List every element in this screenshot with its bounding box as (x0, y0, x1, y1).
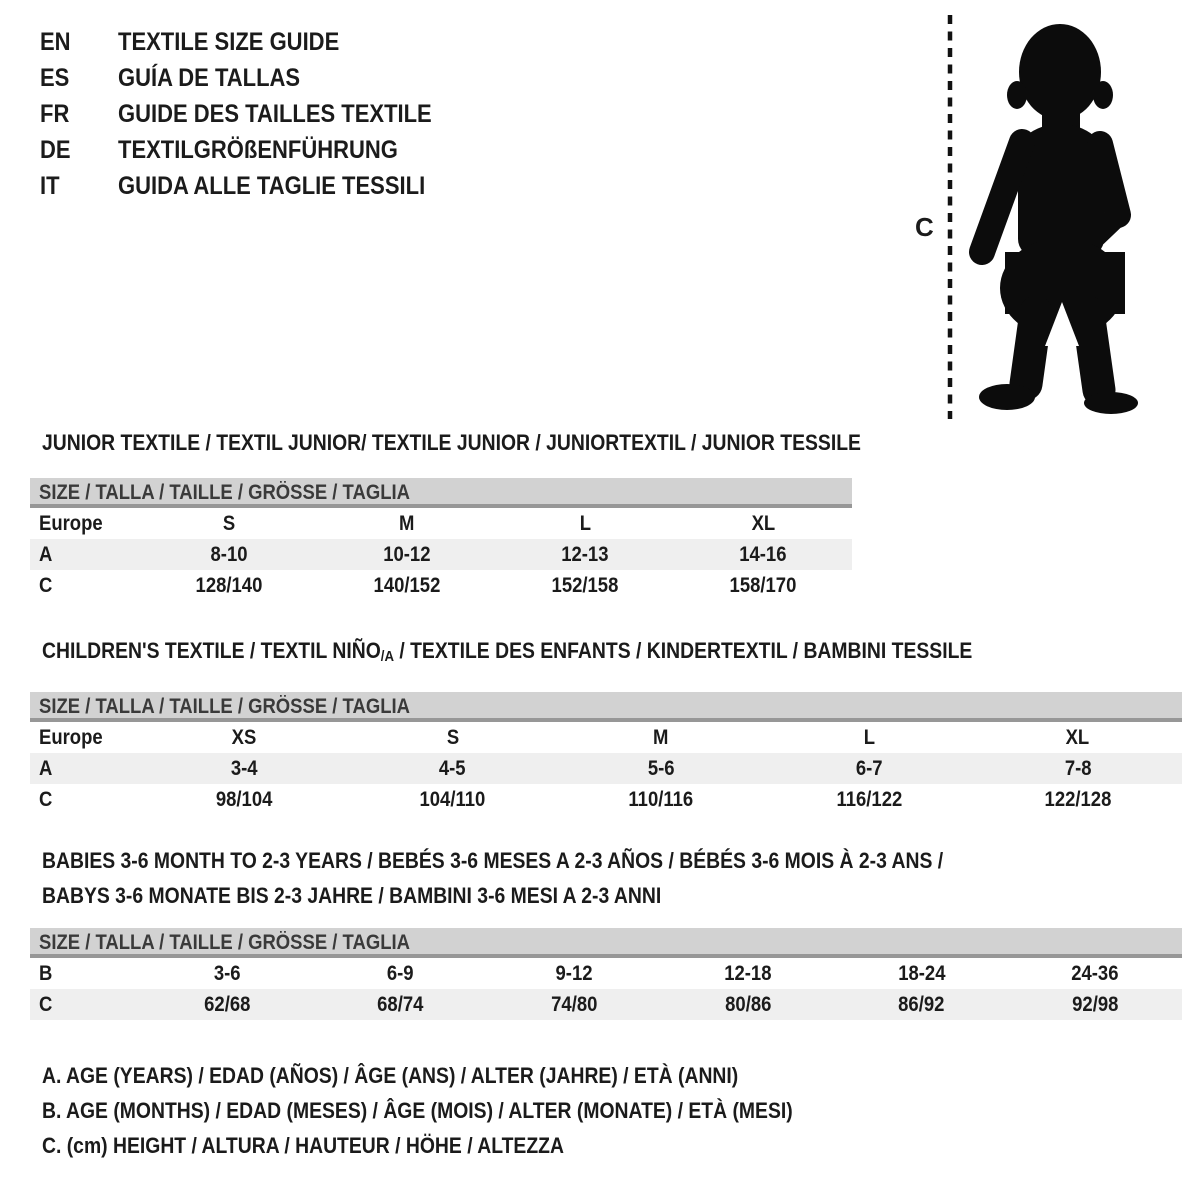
size-cell-text: 18-24 (897, 961, 946, 985)
size-cell (140, 788, 348, 812)
language-guide-title-text: GUIDA ALLE TAGLIE TESSILI (118, 171, 426, 200)
size-cell-text: 14-16 (739, 542, 787, 566)
size-cell (557, 788, 765, 812)
language-title-list (40, 24, 475, 204)
size-cell (314, 993, 488, 1017)
row-label (30, 726, 140, 750)
size-cell-text: 80/86 (724, 992, 771, 1016)
size-cell-text: 12-18 (724, 961, 772, 985)
row-label-text: A (39, 542, 53, 566)
size-cell-text: 3-6 (213, 961, 241, 985)
language-code (40, 172, 118, 201)
size-cell (140, 993, 314, 1017)
size-cell (496, 543, 674, 567)
language-row (40, 132, 475, 168)
language-guide-title-text: TEXTILE SIZE GUIDE (118, 27, 340, 56)
legend-note (42, 1058, 895, 1093)
section-junior (30, 430, 861, 601)
size-cell-text: 86/92 (898, 992, 945, 1016)
legend-note-text: C. (cm) HEIGHT / ALTURA / HAUTEUR / HÖHE / ALTEZZA (42, 1133, 564, 1158)
row-label-text: C (39, 992, 53, 1016)
size-cell (835, 993, 1009, 1017)
size-cell (835, 962, 1009, 986)
size-cell (140, 512, 318, 536)
row-label-text: C (39, 787, 53, 811)
junior-size-table (30, 478, 852, 601)
size-cell (1008, 993, 1182, 1017)
section-title-babies-line2: BABYS 3-6 MONATE BIS 2-3 JAHRE / BAMBINI 3-6 MESI A 2-3 ANNI (42, 883, 662, 908)
language-row (40, 24, 475, 60)
size-cell (348, 726, 556, 750)
row-label (30, 788, 140, 812)
row-label-text: B (39, 961, 53, 985)
size-cell (318, 574, 496, 598)
size-cell-text: M (653, 725, 669, 749)
size-cell-text: 98/104 (215, 787, 273, 811)
size-cell-text: 5-6 (647, 756, 675, 780)
table-row (30, 508, 852, 539)
size-cell-text: 140/152 (373, 573, 441, 597)
size-cell (318, 512, 496, 536)
size-cell (765, 788, 973, 812)
size-cell (1008, 962, 1182, 986)
size-cell (487, 962, 661, 986)
size-cell-text: 122/128 (1044, 787, 1112, 811)
size-cell (661, 993, 835, 1017)
language-row (40, 60, 475, 96)
size-cell-text: M (399, 511, 415, 535)
language-guide-title (118, 64, 325, 93)
table-row (30, 958, 1182, 989)
height-dashed-line (946, 12, 954, 422)
size-header-text: SIZE / TALLA / TAILLE / GRÖSSE / TAGLIA (39, 695, 410, 718)
table-row (30, 989, 1182, 1020)
size-cell (348, 757, 556, 781)
row-label (30, 962, 140, 986)
table-row (30, 784, 1182, 815)
toddler-silhouette-icon (960, 12, 1145, 414)
row-label-text: A (39, 756, 53, 780)
size-cell-text: 74/80 (551, 992, 598, 1016)
size-cell-text: 110/116 (628, 787, 694, 811)
row-label-text: Europe (39, 725, 103, 749)
row-label (30, 512, 140, 536)
language-code-text: IT (40, 171, 60, 200)
size-cell-text: L (579, 511, 591, 535)
size-cell (140, 726, 348, 750)
size-header-bar (30, 478, 852, 508)
language-code-text: DE (40, 135, 71, 164)
size-header-text: SIZE / TALLA / TAILLE / GRÖSSE / TAGLIA (39, 481, 410, 504)
nino-a-subscript: /A (380, 648, 394, 665)
size-cell-text: S (446, 725, 459, 749)
section-children (30, 638, 1182, 815)
size-cell-text: XL (1066, 725, 1090, 749)
row-label (30, 757, 140, 781)
size-cell-text: 9-12 (555, 961, 593, 985)
legend-notes (42, 1058, 895, 1163)
table-row (30, 753, 1182, 784)
children-size-table (30, 692, 1182, 815)
legend-note-text: B. AGE (MONTHS) / EDAD (MESES) / ÂGE (MOIS) / ALTER (MONATE) / ETÀ (MESI) (42, 1098, 793, 1123)
size-cell (140, 757, 348, 781)
row-label-text: Europe (39, 511, 103, 535)
language-code-text: ES (40, 63, 70, 92)
size-cell-text: L (863, 725, 876, 749)
row-label (30, 574, 140, 598)
size-cell-text: 24-36 (1071, 961, 1119, 985)
section-title-children: CHILDREN'S TEXTILE / TEXTIL NIÑO/A / TEXTILE DES ENFANTS / KINDERTEXTIL / BAMBINI TESSILE (42, 638, 973, 665)
legend-note-text: A. AGE (YEARS) / EDAD (AÑOS) / ÂGE (ANS) / ALTER (JAHRE) / ETÀ (ANNI) (42, 1063, 739, 1088)
size-cell-text: 68/74 (377, 992, 424, 1016)
language-guide-title (118, 136, 436, 165)
size-cell (674, 574, 852, 598)
language-code-text: FR (40, 99, 70, 128)
language-row (40, 96, 475, 132)
size-cell-text: 8-10 (210, 542, 248, 566)
size-cell (496, 574, 674, 598)
language-guide-title-text: TEXTILGRÖßENFÜHRUNG (118, 135, 398, 164)
table-row (30, 722, 1182, 753)
header-area (0, 0, 1200, 430)
language-guide-title-text: GUÍA DE TALLAS (118, 63, 301, 92)
size-cell-text: 104/110 (419, 787, 486, 811)
legend-note (42, 1093, 895, 1128)
size-cell (314, 962, 488, 986)
size-cell-text: 4-5 (439, 756, 466, 780)
size-cell (557, 726, 765, 750)
size-cell (348, 788, 556, 812)
size-cell (974, 788, 1182, 812)
size-cell-text: 128/140 (195, 573, 263, 597)
babies-size-table (30, 928, 1182, 1020)
row-label (30, 993, 140, 1017)
measurement-figure (905, 10, 1195, 425)
language-code-text: EN (40, 27, 71, 56)
size-cell (496, 512, 674, 536)
size-cell (140, 543, 318, 567)
language-guide-title-text: GUIDE DES TAILLES TEXTILE (118, 99, 432, 128)
size-cell-text: 62/68 (203, 992, 250, 1016)
language-code (40, 28, 118, 57)
language-code (40, 100, 118, 129)
language-code (40, 136, 118, 165)
size-cell (674, 512, 852, 536)
size-cell-text: 7-8 (1064, 756, 1092, 780)
size-cell (974, 726, 1182, 750)
size-cell (765, 757, 973, 781)
section-title-junior: JUNIOR TEXTILE / TEXTIL JUNIOR/ TEXTILE JUNIOR / JUNIORTEXTIL / JUNIOR TESSILE (42, 430, 861, 455)
size-cell-text: 12-13 (561, 542, 609, 566)
language-row (40, 168, 475, 204)
language-guide-title (118, 28, 369, 57)
size-cell (140, 962, 314, 986)
size-cell-text: 6-7 (856, 756, 883, 780)
size-cell-text: 158/170 (729, 573, 797, 597)
size-cell (974, 757, 1182, 781)
section-babies (30, 843, 1182, 1020)
size-cell (318, 543, 496, 567)
size-cell-text: 152/158 (551, 573, 619, 597)
size-cell-text: S (222, 511, 236, 535)
size-header-bar (30, 692, 1182, 722)
size-cell-text: 92/98 (1072, 992, 1119, 1016)
row-label (30, 543, 140, 567)
size-cell (140, 574, 318, 598)
size-header-bar (30, 928, 1182, 958)
size-cell-text: 3-4 (230, 756, 258, 780)
size-cell-text: XL (751, 511, 775, 535)
size-cell-text: 116/122 (836, 787, 903, 811)
size-cell (661, 962, 835, 986)
row-label-text: C (39, 573, 53, 597)
table-row (30, 539, 852, 570)
language-code (40, 64, 118, 93)
size-header-text: SIZE / TALLA / TAILLE / GRÖSSE / TAGLIA (39, 931, 410, 954)
language-guide-title (118, 172, 467, 201)
size-cell-text: 6-9 (387, 961, 414, 985)
size-cell-text: XS (231, 725, 257, 749)
size-cell (674, 543, 852, 567)
size-cell-text: 10-12 (383, 542, 431, 566)
height-measure-label: C (915, 212, 934, 242)
legend-note (42, 1128, 895, 1163)
language-guide-title (118, 100, 475, 129)
size-cell (487, 993, 661, 1017)
size-cell (765, 726, 973, 750)
section-title-babies-line1: BABIES 3-6 MONTH TO 2-3 YEARS / BEBÉS 3-6 MESES A 2-3 AÑOS / BÉBÉS 3-6 MOIS À 2-3 ANS / (42, 848, 944, 873)
table-row (30, 570, 852, 601)
size-cell (557, 757, 765, 781)
